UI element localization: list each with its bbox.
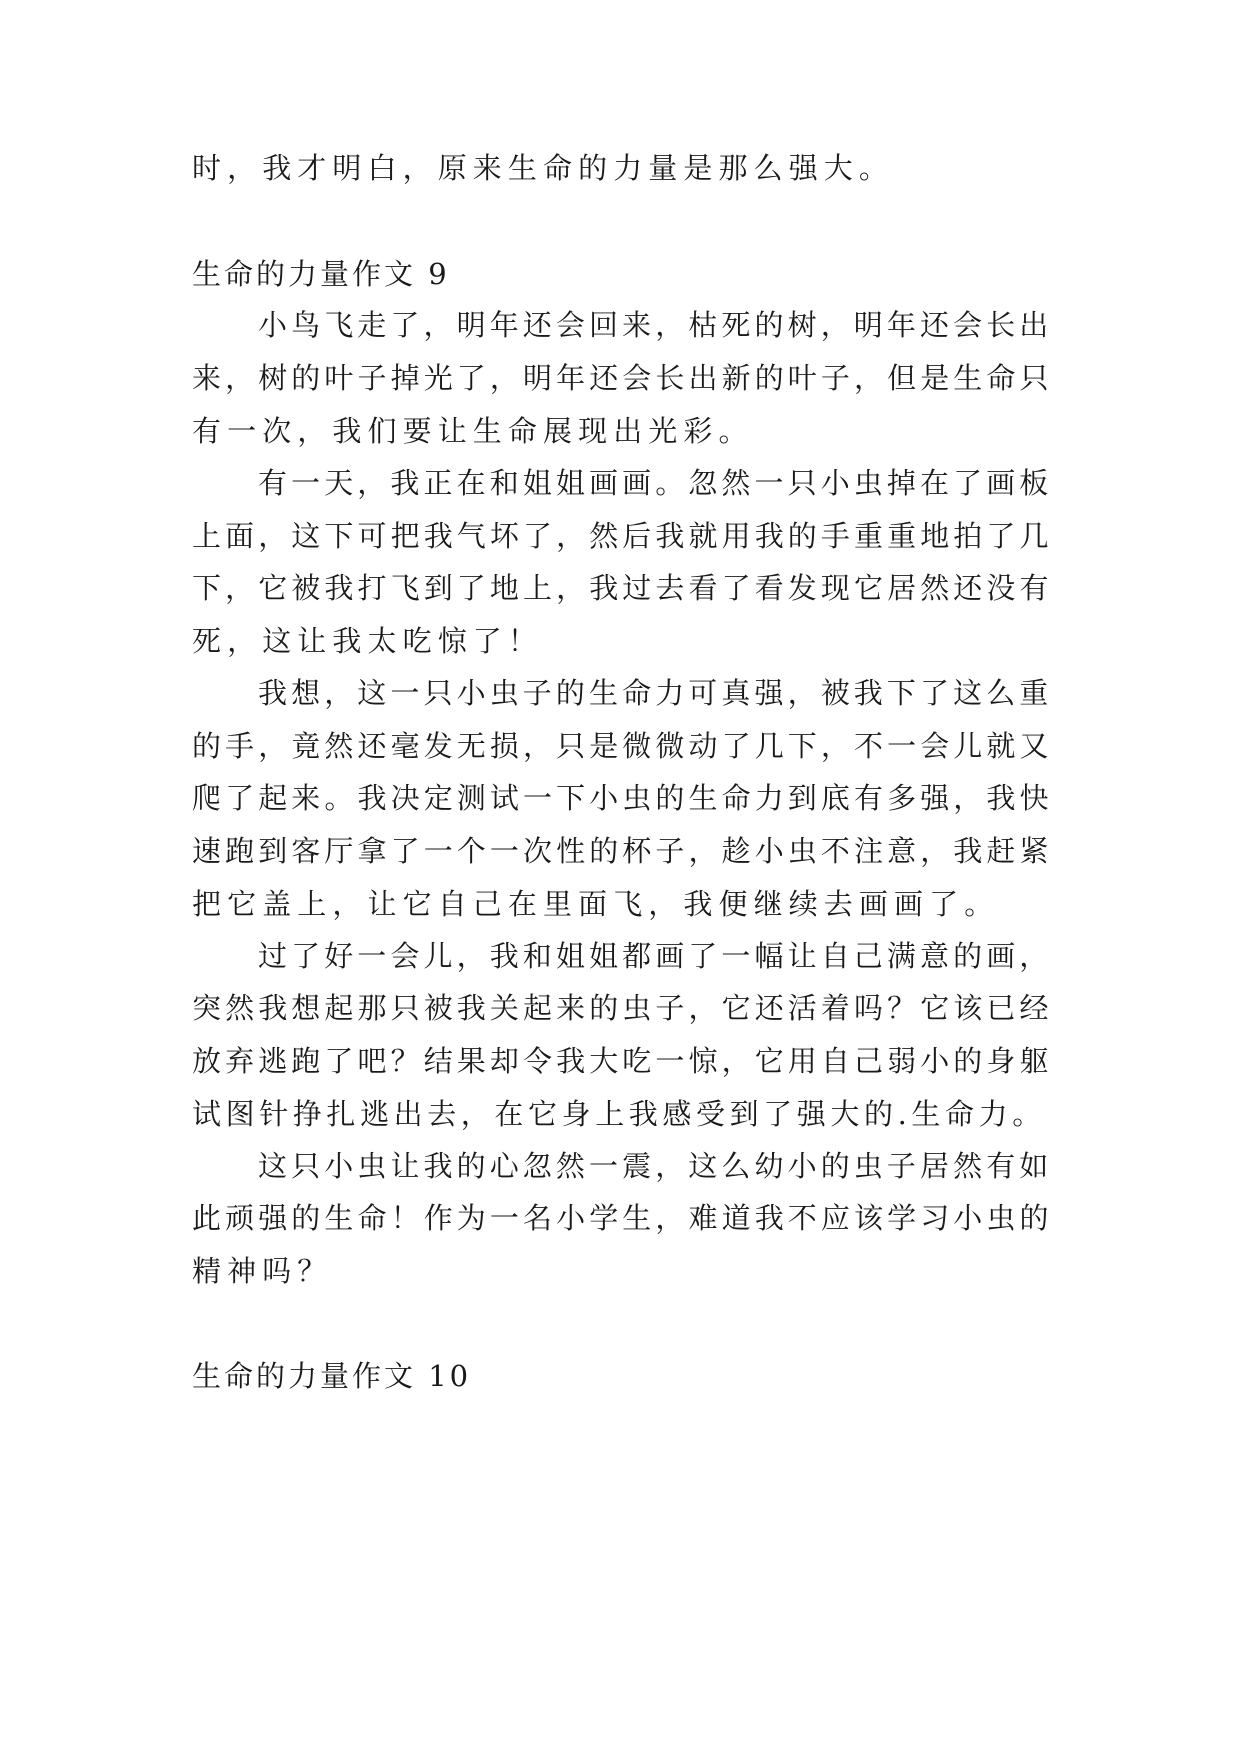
essay-10-heading: 生命的力量作文 10 — [192, 1359, 472, 1393]
paragraph-line: 我想，这一只小虫子的生命力可真强，被我下了这么重 — [258, 676, 1053, 710]
paragraph-line: 下，它被我打飞到了地上，我过去看了看发现它居然还没有 — [192, 571, 1053, 605]
paragraph-line: 突然我想起那只被我关起来的虫子，它还活着吗？它该已经 — [192, 991, 1053, 1025]
paragraph-line: 这只小虫让我的心忽然一震，这么幼小的虫子居然有如 — [258, 1149, 1053, 1183]
paragraph-line: 有一天，我正在和姐姐画画。忽然一只小虫掉在了画板 — [258, 466, 1053, 500]
paragraph-line: 此顽强的生命！作为一名小学生，难道我不应该学习小虫的 — [192, 1201, 1053, 1235]
paragraph-line: 速跑到客厅拿了一个一次性的杯子，趁小虫不注意，我赶紧 — [192, 834, 1053, 868]
paragraph-line: 把它盖上，让它自己在里面飞，我便继续去画画了。 — [192, 887, 1000, 921]
paragraph-line: 爬了起来。我决定测试一下小虫的生命力到底有多强，我快 — [192, 781, 1053, 815]
paragraph-line: 有一次，我们要让生命展现出光彩。 — [192, 414, 754, 448]
paragraph-line: 上面，这下可把我气坏了，然后我就用我的手重重地拍了几 — [192, 519, 1053, 553]
intro-line: 时，我才明白，原来生命的力量是那么强大。 — [192, 151, 895, 185]
paragraph-line: 过了好一会儿，我和姐姐都画了一幅让自己满意的画， — [258, 939, 1053, 973]
paragraph-line: 试图针挣扎逃出去，在它身上我感受到了强大的.生命力。 — [192, 1097, 1046, 1131]
document-page — [192, 0, 1054, 1754]
paragraph-line: 死，这让我太吃惊了！ — [192, 624, 544, 658]
paragraph-line: 的手，竟然还毫发无损，只是微微动了几下，不一会儿就又 — [192, 729, 1053, 763]
paragraph-line: 来，树的叶子掉光了，明年还会长出新的叶子，但是生命只 — [192, 361, 1053, 395]
essay-9-heading: 生命的力量作文 9 — [192, 257, 450, 291]
paragraph-line: 放弃逃跑了吧？结果却令我大吃一惊，它用自己弱小的身躯 — [192, 1044, 1053, 1078]
paragraph-line: 小鸟飞走了，明年还会回来，枯死的树，明年还会长出 — [258, 308, 1053, 342]
paragraph-line: 精神吗？ — [192, 1254, 333, 1288]
